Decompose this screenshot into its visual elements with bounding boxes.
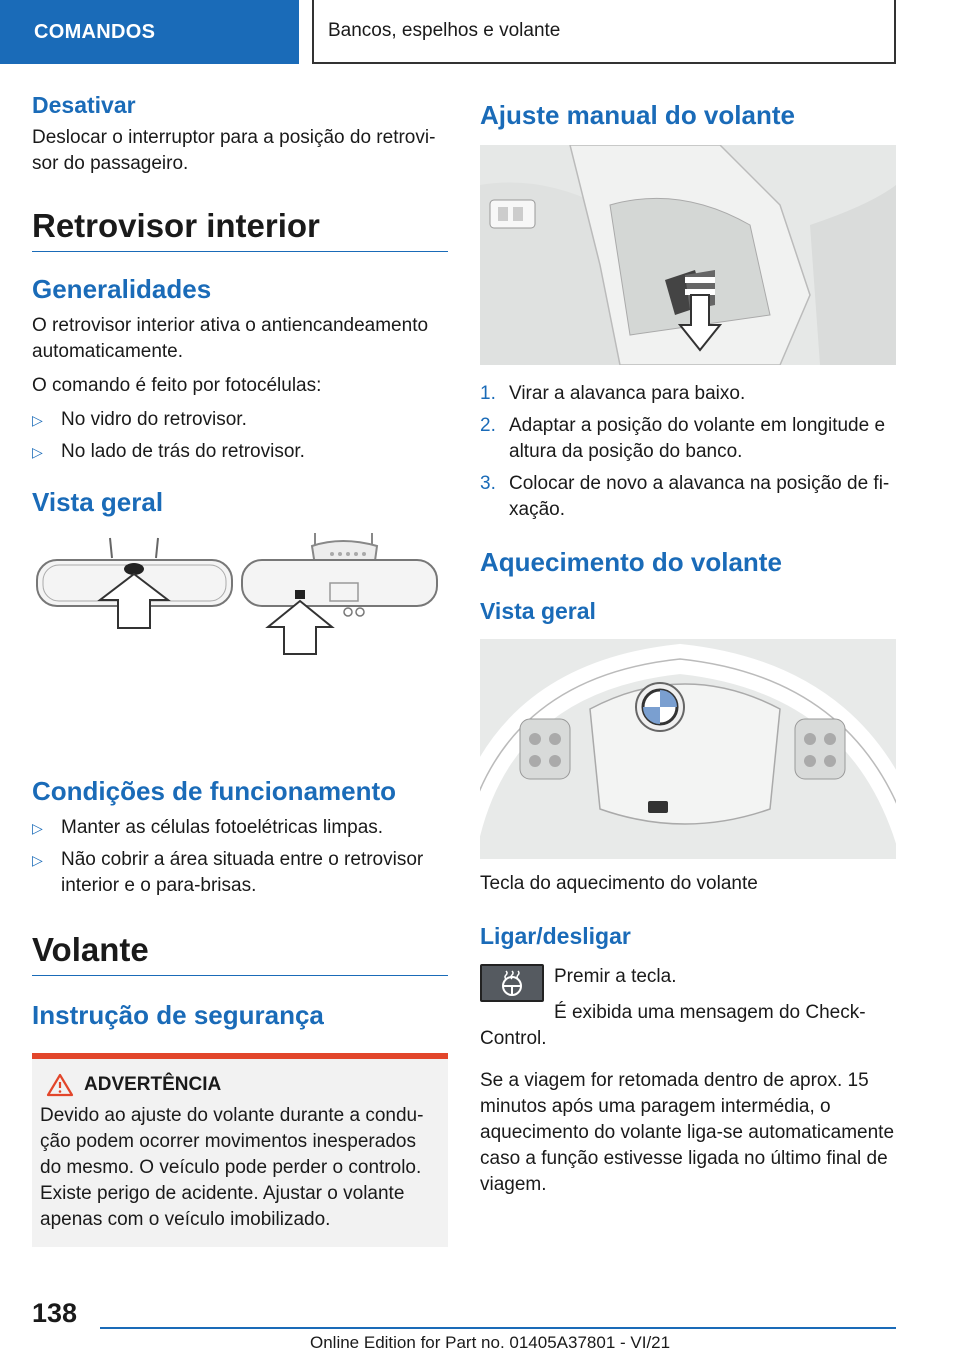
condicoes-heading: Condições de funcionamento [32,776,397,806]
section-tab: COMANDOS [0,0,299,64]
retrovisor-heading: Retrovisor interior [32,207,448,252]
ligar-heading: Ligar/desligar [480,923,631,949]
premir-text: Premir a tecla. [554,966,677,987]
adjust-steps [480,381,896,523]
chapter-title: Bancos, espelhos e volante [312,0,896,64]
condicoes-list [32,815,448,899]
desativar-text: Deslocar o interruptor para a posição do retrovisor do passageiro. [32,127,436,174]
list-item: ▷ Manter as células fotoelétricas limpas. [32,815,448,841]
edition-text: Online Edition for Part no. 01405A37801 - VI/21 [310,1333,671,1352]
volante-heading: Volante [32,931,448,976]
exibida-text: É exibida uma mensagem do Check-Control. [480,1002,866,1049]
vista-geral-heading: Vista geral [32,487,164,517]
list-item: ▷ No lado de trás do retrovisor. [32,439,448,465]
figure-caption: Tecla do aquecimento do volante [480,873,758,894]
mirror-illustration [32,528,448,758]
aquecimento-heading: Aquecimento do volante [480,547,782,577]
warning-triangle-icon [46,1073,74,1097]
wheel-drawing [480,639,896,859]
footer-divider [100,1327,896,1329]
generalidades-heading: Generalidades [32,274,212,304]
lever-drawing [480,145,896,365]
ajuste-heading: Ajuste manual do volante [480,100,795,130]
warning-title [40,1073,440,1097]
triangle-bullet-icon: ▷ [32,852,43,868]
warning-text: Devido ao ajuste do volante durante a condução podem ocorrer movimentos inesperados do mesmo. O veículo pode perder o controlo. Existe perigo de acidente. Ajustar o volante apenas com o veículo imobilizado. [40,1105,424,1230]
left-column [32,92,448,1247]
vista-geral-2-heading: Vista geral [480,598,596,624]
generalidades-text: O retrovisor interior ativa o antiencandeamento automaticamente. [32,315,429,362]
desativar-heading: Desativar [32,92,136,118]
steering-lever-illustration [480,145,896,365]
warning-label: ADVERTÊNCIA [84,1074,222,1095]
key-row [480,964,896,1002]
seguranca-heading: Instrução de segurança [32,1000,324,1030]
photocell-list [32,407,448,465]
list-item: 3. Colocar de novo a alavanca na posição de fixação. [480,473,890,520]
mirror-drawing [32,528,448,758]
list-item: ▷ No vidro do retrovisor. [32,407,448,433]
comando-text: O comando é feito por fotocélulas: [32,375,322,396]
triangle-bullet-icon: ▷ [32,412,43,428]
page-number: 138 [32,1298,78,1328]
warning-box [32,1053,448,1247]
steering-wheel-illustration [480,639,896,859]
list-item: 1. Virar a alavanca para baixo. [480,383,746,404]
viagem-text: Se a viagem for retomada dentro de aprox. 15 minutos após uma paragem intermédia, o aquecimento do volante liga-se automaticamente caso a função estivesse ligada no último final de viagem. [480,1070,895,1195]
heated-steering-key-icon [480,964,544,1002]
triangle-bullet-icon: ▷ [32,444,43,460]
right-column [480,100,896,1206]
triangle-bullet-icon: ▷ [32,820,43,836]
list-item: 2. Adaptar a posição do volante em longitude e altura da posição do banco. [480,415,886,462]
list-item: ▷ Não cobrir a área situada entre o retrovisor interior e o para-brisas. [32,849,424,896]
